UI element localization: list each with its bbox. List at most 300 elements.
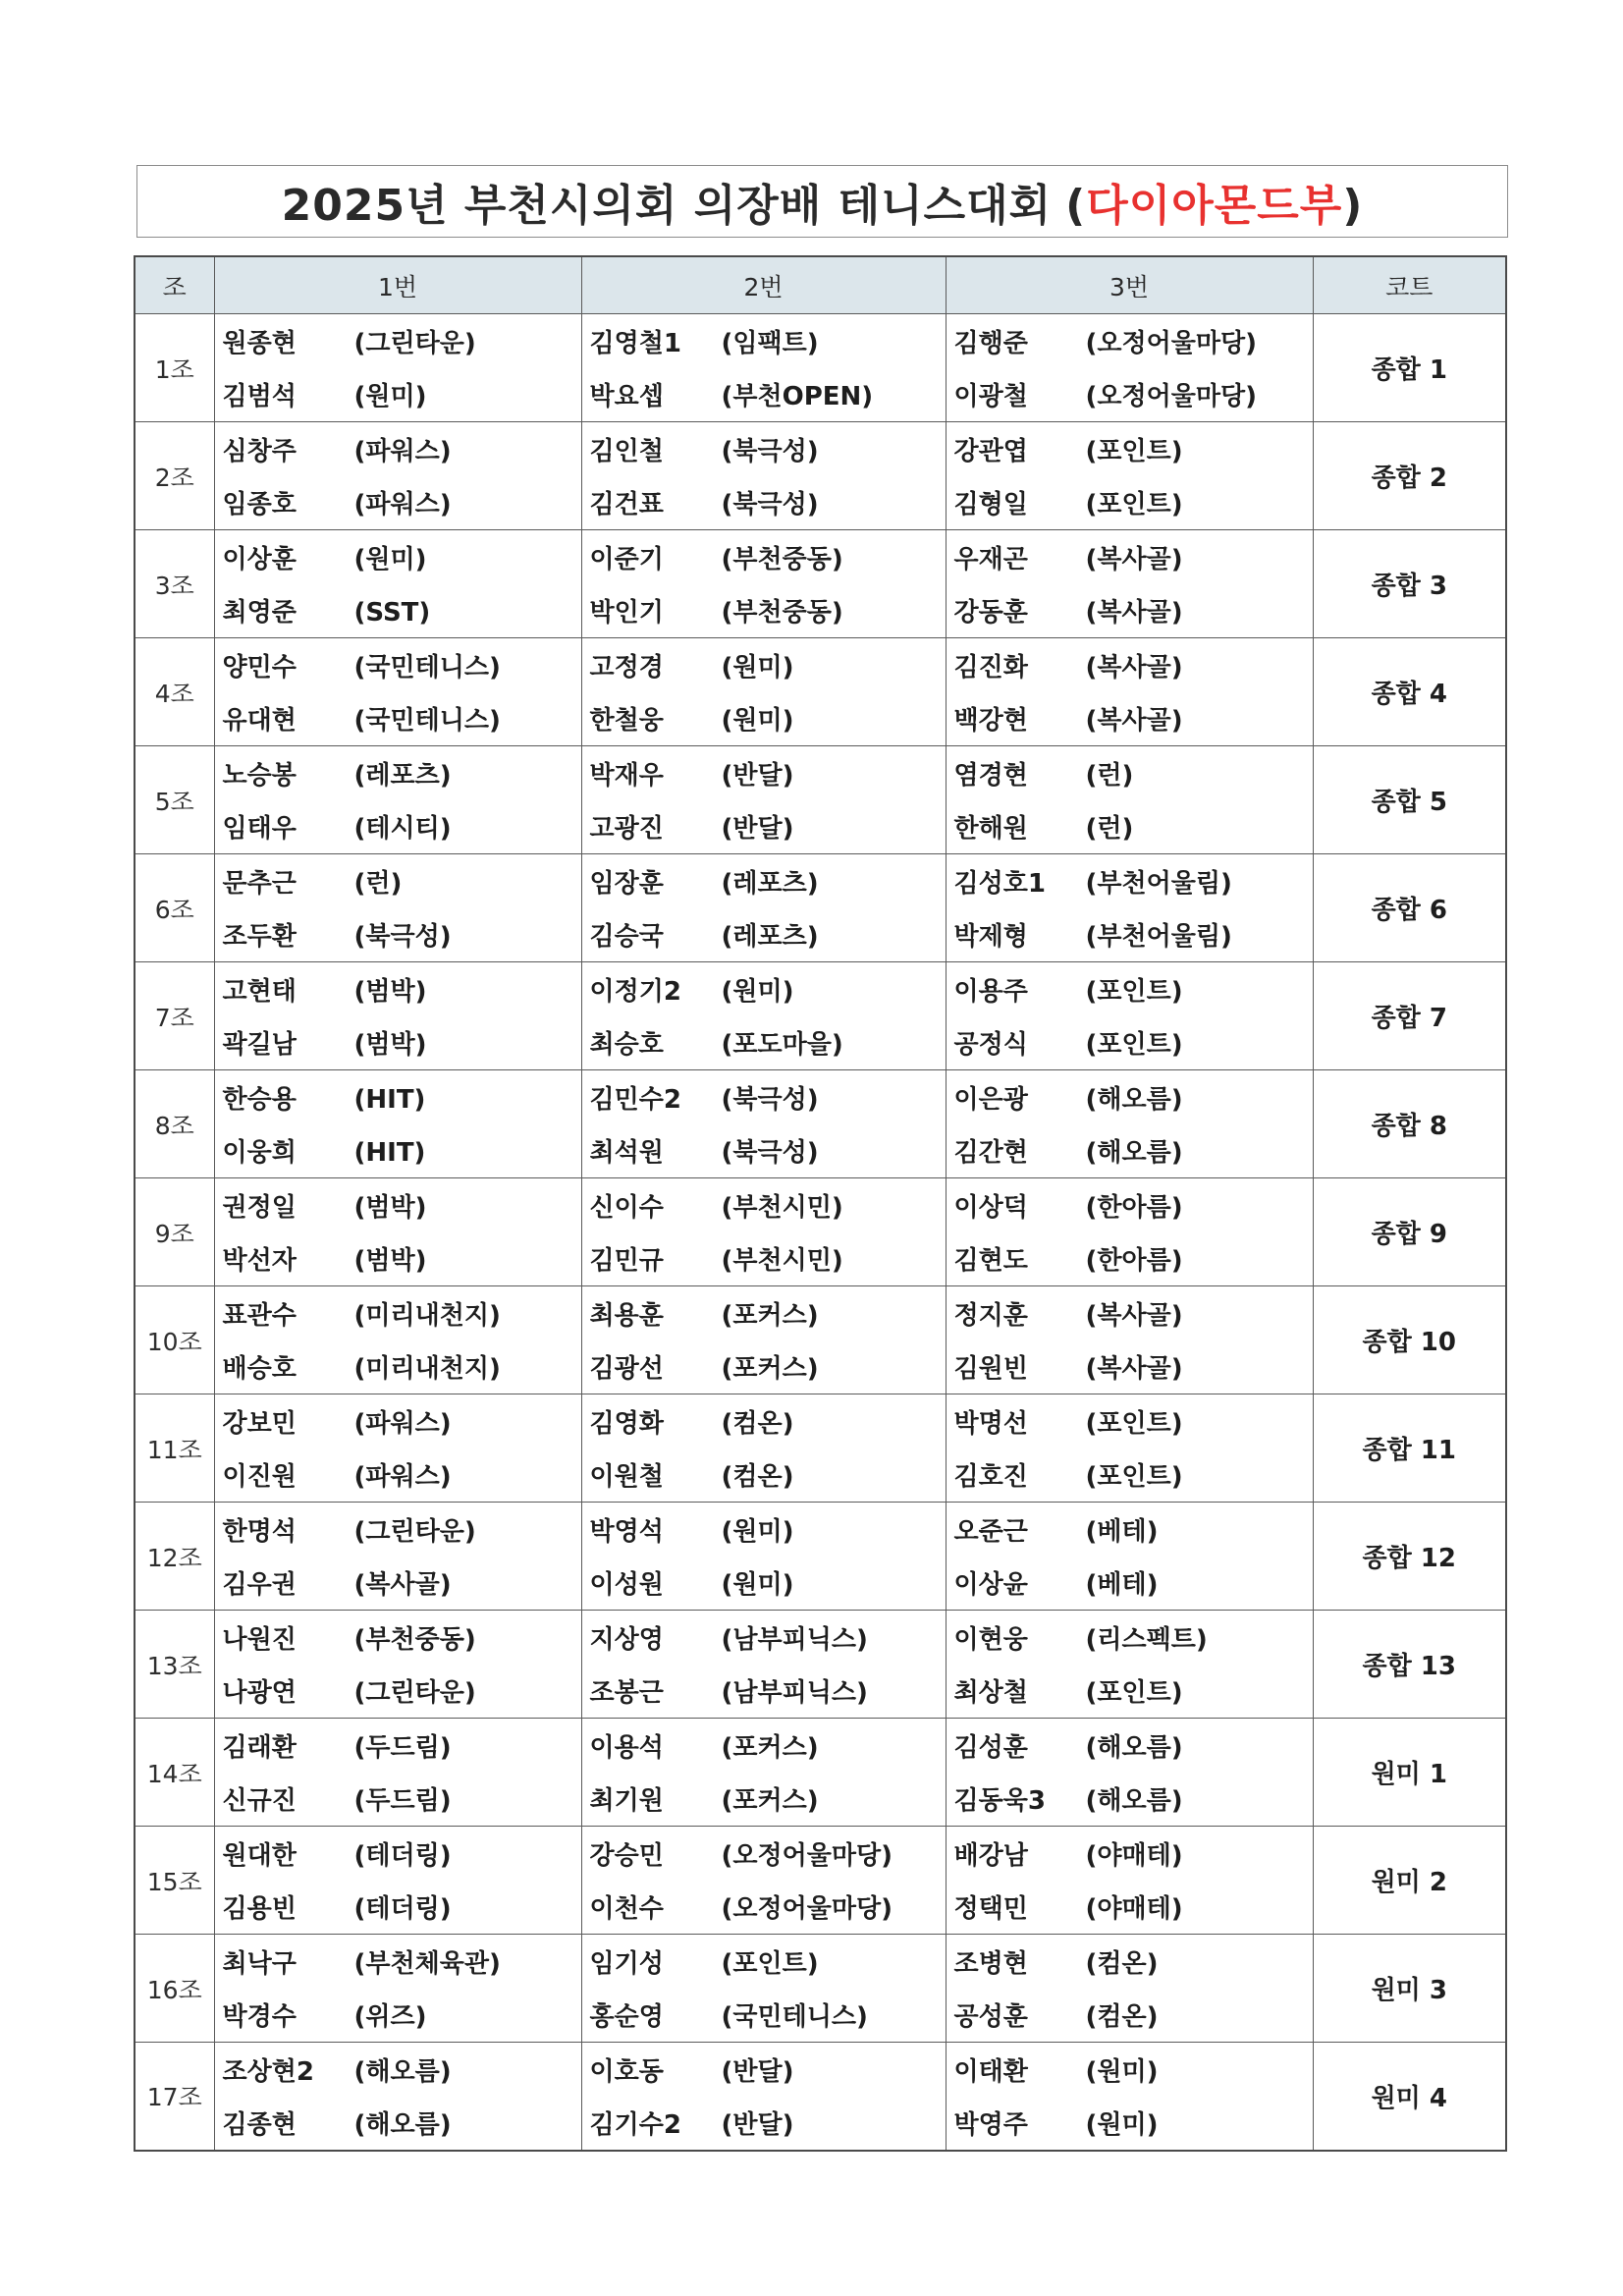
- player-club: (미리내천지): [353, 1354, 501, 1385]
- slot-3-player-cell: [946, 1989, 1313, 2043]
- group-row: [135, 746, 1506, 800]
- slot-3-player-cell: [946, 1827, 1313, 1881]
- court-label: 종합 6: [1313, 854, 1506, 962]
- player-club: (원미): [1085, 2110, 1159, 2140]
- player-name: 최용훈: [589, 1300, 664, 1331]
- player-name: 노승봉: [222, 760, 297, 791]
- player-name: 박요셉: [589, 382, 664, 412]
- court-label: 종합 10: [1313, 1286, 1506, 1394]
- player-name: 이용주: [953, 976, 1028, 1007]
- player-club: (원미): [353, 544, 427, 574]
- player-name: 박선자: [222, 1246, 297, 1277]
- slot-3-player-cell: [946, 476, 1313, 530]
- player-club: (북극성): [721, 1138, 819, 1169]
- slot-2-player-cell: [581, 962, 946, 1016]
- player-club: (포인트): [1085, 1462, 1183, 1493]
- group-label: 2조: [135, 422, 214, 530]
- court-label: 종합 7: [1313, 962, 1506, 1070]
- slot-3-player-cell: [946, 854, 1313, 908]
- player-club: (해오름): [1085, 1786, 1183, 1817]
- group-row: [135, 530, 1506, 584]
- player-club: (베테): [1085, 1516, 1159, 1547]
- player-name: 나광연: [222, 1678, 297, 1709]
- group-row: [135, 584, 1506, 638]
- player-name: 최낙구: [222, 1948, 297, 1979]
- player-name: 김인철: [589, 436, 664, 466]
- slot-1-player-cell: [214, 1340, 581, 1394]
- player-name: 곽길남: [222, 1030, 297, 1061]
- player-name: 이태환: [953, 2056, 1028, 2087]
- group-row: [135, 1503, 1506, 1557]
- player-name: 김형일: [953, 490, 1028, 520]
- slot-2-player-cell: [581, 746, 946, 800]
- group-row: [135, 692, 1506, 746]
- court-label: 원미 4: [1313, 2043, 1506, 2151]
- player-name: 강보민: [222, 1408, 297, 1439]
- player-name: 공정식: [953, 1030, 1028, 1061]
- slot-3-player-cell: [946, 800, 1313, 854]
- group-row: [135, 1935, 1506, 1989]
- player-name: 한해원: [953, 814, 1028, 845]
- player-club: (해오름): [353, 2110, 452, 2140]
- player-name: 최승호: [589, 1030, 664, 1061]
- player-name: 오준근: [953, 1516, 1028, 1547]
- slot-1-player-cell: [214, 1232, 581, 1286]
- player-name: 이광철: [953, 382, 1028, 412]
- player-club: (포인트): [1085, 1030, 1183, 1061]
- player-name: 이상훈: [222, 544, 297, 574]
- slot-3-player-cell: [946, 908, 1313, 962]
- group-row: [135, 422, 1506, 476]
- player-club: (범박): [353, 976, 427, 1007]
- player-name: 박영석: [589, 1516, 664, 1547]
- group-row: [135, 1773, 1506, 1827]
- slot-2-player-cell: [581, 1557, 946, 1611]
- slot-2-player-cell: [581, 1827, 946, 1881]
- player-club: (원미): [721, 706, 794, 737]
- player-club: (부천시민): [721, 1192, 843, 1223]
- group-label: 6조: [135, 854, 214, 962]
- player-club: (포커스): [721, 1300, 819, 1331]
- slot-3-player-cell: [946, 1557, 1313, 1611]
- player-name: 우재곤: [953, 544, 1028, 574]
- group-row: [135, 1232, 1506, 1286]
- slot-3-player-cell: [946, 692, 1313, 746]
- player-club: (부천중동): [721, 544, 843, 574]
- player-name: 박인기: [589, 598, 664, 629]
- slot-2-player-cell: [581, 800, 946, 854]
- slot-2-player-cell: [581, 422, 946, 476]
- player-club: (해오름): [1085, 1084, 1183, 1115]
- player-club: (그린타운): [353, 1516, 476, 1547]
- player-club: (두드림): [353, 1786, 452, 1817]
- player-club: (원미): [721, 1570, 794, 1601]
- slot-2-player-cell: [581, 1449, 946, 1503]
- group-label: 16조: [135, 1935, 214, 2043]
- group-row: [135, 2097, 1506, 2151]
- slot-1-player-cell: [214, 1827, 581, 1881]
- slot-2-player-cell: [581, 1773, 946, 1827]
- slot-1-player-cell: [214, 1557, 581, 1611]
- slot-2-player-cell: [581, 1070, 946, 1124]
- slot-2-player-cell: [581, 1989, 946, 2043]
- slot-2-player-cell: [581, 584, 946, 638]
- player-name: 고광진: [589, 814, 664, 845]
- slot-3-player-cell: [946, 1665, 1313, 1719]
- player-club: (포인트): [1085, 1678, 1183, 1709]
- group-label: 8조: [135, 1070, 214, 1178]
- player-name: 김호진: [953, 1462, 1028, 1493]
- player-name: 박제형: [953, 922, 1028, 953]
- player-club: (미리내천지): [353, 1300, 501, 1331]
- player-club: (북극성): [353, 922, 452, 953]
- player-club: (국민테니스): [721, 2002, 868, 2033]
- player-name: 조두환: [222, 922, 297, 953]
- player-club: (리스펙트): [1085, 1624, 1208, 1655]
- player-name: 강승민: [589, 1840, 664, 1871]
- slot-3-player-cell: [946, 1503, 1313, 1557]
- player-name: 고정경: [589, 652, 664, 683]
- group-label: 13조: [135, 1611, 214, 1719]
- court-label: 종합 11: [1313, 1394, 1506, 1503]
- player-name: 김원빈: [953, 1354, 1028, 1385]
- player-name: 김동욱3: [953, 1786, 1046, 1817]
- player-club: (부천어울림): [1085, 922, 1232, 953]
- player-name: 이준기: [589, 544, 664, 574]
- player-club: (북극성): [721, 490, 819, 520]
- slot-3-player-cell: [946, 1286, 1313, 1340]
- player-club: (복사골): [1085, 1354, 1183, 1385]
- slot-3-player-cell: [946, 1773, 1313, 1827]
- slot-1-player-cell: [214, 1016, 581, 1070]
- player-name: 이호동: [589, 2056, 664, 2087]
- group-label: 17조: [135, 2043, 214, 2151]
- player-name: 이상윤: [953, 1570, 1028, 1601]
- slot-1-player-cell: [214, 1394, 581, 1449]
- slot-3-player-cell: [946, 746, 1313, 800]
- group-label: 15조: [135, 1827, 214, 1935]
- player-name: 조상현2: [222, 2056, 314, 2087]
- group-row: [135, 854, 1506, 908]
- title-paren-close: ): [1342, 181, 1364, 231]
- court-label: 원미 2: [1313, 1827, 1506, 1935]
- slot-1-player-cell: [214, 314, 581, 368]
- court-label: 원미 3: [1313, 1935, 1506, 2043]
- player-club: (오정어울마당): [721, 1840, 893, 1871]
- group-label: 3조: [135, 530, 214, 638]
- court-label: 종합 1: [1313, 314, 1506, 422]
- slot-3-player-cell: [946, 368, 1313, 422]
- player-club: (HIT): [353, 1084, 426, 1115]
- player-club: (포커스): [721, 1786, 819, 1817]
- player-name: 고현태: [222, 976, 297, 1007]
- player-name: 신규진: [222, 1786, 297, 1817]
- player-name: 조병현: [953, 1948, 1028, 1979]
- player-name: 김종현: [222, 2110, 297, 2140]
- header-slot-1: 1번: [214, 256, 581, 314]
- player-name: 심창주: [222, 436, 297, 466]
- court-label: 종합 4: [1313, 638, 1506, 746]
- player-club: (한아름): [1085, 1192, 1183, 1223]
- player-name: 원대한: [222, 1840, 297, 1871]
- header-slot-2: 2번: [581, 256, 946, 314]
- player-club: (테더링): [353, 1840, 452, 1871]
- player-name: 임장훈: [589, 868, 664, 899]
- title-box: [136, 165, 1508, 238]
- court-label: 종합 2: [1313, 422, 1506, 530]
- slot-1-player-cell: [214, 800, 581, 854]
- slot-1-player-cell: [214, 746, 581, 800]
- player-club: (오정어울마당): [721, 1894, 893, 1925]
- court-label: 종합 12: [1313, 1503, 1506, 1611]
- slot-1-player-cell: [214, 476, 581, 530]
- group-label: 9조: [135, 1178, 214, 1286]
- slot-1-player-cell: [214, 1070, 581, 1124]
- player-club: (위즈): [353, 2002, 427, 2033]
- player-club: (포도마을): [721, 1030, 843, 1061]
- slot-3-player-cell: [946, 1935, 1313, 1989]
- player-name: 김민규: [589, 1246, 664, 1277]
- slot-1-player-cell: [214, 908, 581, 962]
- player-club: (그린타운): [353, 328, 476, 358]
- player-name: 강관엽: [953, 436, 1028, 466]
- slot-3-player-cell: [946, 1178, 1313, 1232]
- slot-3-player-cell: [946, 1881, 1313, 1935]
- player-name: 양민수: [222, 652, 297, 683]
- player-club: (복사골): [1085, 706, 1183, 737]
- player-club: (복사골): [353, 1570, 452, 1601]
- slot-3-player-cell: [946, 530, 1313, 584]
- slot-1-player-cell: [214, 2043, 581, 2097]
- player-name: 조봉근: [589, 1678, 664, 1709]
- player-name: 강동훈: [953, 598, 1028, 629]
- slot-3-player-cell: [946, 1232, 1313, 1286]
- player-club: (부천시민): [721, 1246, 843, 1277]
- header-court: 코트: [1313, 256, 1506, 314]
- slot-2-player-cell: [581, 692, 946, 746]
- document-title: [282, 170, 1364, 233]
- player-club: (복사골): [1085, 652, 1183, 683]
- slot-2-player-cell: [581, 1394, 946, 1449]
- slot-1-player-cell: [214, 1449, 581, 1503]
- player-name: 임기성: [589, 1948, 664, 1979]
- group-row: [135, 368, 1506, 422]
- group-label: 12조: [135, 1503, 214, 1611]
- player-club: (포커스): [721, 1354, 819, 1385]
- player-club: (야매테): [1085, 1840, 1183, 1871]
- slot-1-player-cell: [214, 1178, 581, 1232]
- slot-1-player-cell: [214, 1773, 581, 1827]
- group-label: 1조: [135, 314, 214, 422]
- slot-1-player-cell: [214, 1503, 581, 1557]
- player-name: 김영철1: [589, 328, 681, 358]
- slot-2-player-cell: [581, 1016, 946, 1070]
- group-row: [135, 1719, 1506, 1773]
- court-label: 원미 1: [1313, 1719, 1506, 1827]
- slot-1-player-cell: [214, 584, 581, 638]
- player-club: (레포츠): [721, 922, 819, 953]
- slot-3-player-cell: [946, 314, 1313, 368]
- slot-2-player-cell: [581, 1503, 946, 1557]
- player-name: 문추근: [222, 868, 297, 899]
- group-label: 11조: [135, 1394, 214, 1503]
- player-name: 이천수: [589, 1894, 664, 1925]
- court-label: 종합 9: [1313, 1178, 1506, 1286]
- player-name: 이웅희: [222, 1138, 297, 1169]
- slot-3-player-cell: [946, 584, 1313, 638]
- group-row: [135, 1178, 1506, 1232]
- division-name: 다이아몬드부: [1086, 181, 1343, 231]
- player-club: (해오름): [1085, 1732, 1183, 1763]
- group-row: [135, 1124, 1506, 1178]
- player-name: 지상영: [589, 1624, 664, 1655]
- player-club: (SST): [353, 598, 431, 629]
- player-club: (원미): [353, 382, 427, 412]
- player-club: (범박): [353, 1030, 427, 1061]
- player-club: (파워스): [353, 436, 452, 466]
- player-club: (원미): [1085, 2056, 1159, 2087]
- player-name: 이은광: [953, 1084, 1028, 1115]
- court-label: 종합 8: [1313, 1070, 1506, 1178]
- slot-2-player-cell: [581, 1340, 946, 1394]
- header-slot-3: 3번: [946, 256, 1313, 314]
- slot-3-player-cell: [946, 1449, 1313, 1503]
- player-name: 나원진: [222, 1624, 297, 1655]
- player-name: 임태우: [222, 814, 297, 845]
- group-label: 7조: [135, 962, 214, 1070]
- slot-3-player-cell: [946, 1016, 1313, 1070]
- group-row: [135, 476, 1506, 530]
- slot-1-player-cell: [214, 692, 581, 746]
- slot-2-player-cell: [581, 638, 946, 692]
- player-name: 김행준: [953, 328, 1028, 358]
- group-row: [135, 1016, 1506, 1070]
- slot-2-player-cell: [581, 908, 946, 962]
- slot-3-player-cell: [946, 1070, 1313, 1124]
- player-club: (런): [1085, 760, 1134, 791]
- slot-2-player-cell: [581, 1881, 946, 1935]
- slot-2-player-cell: [581, 476, 946, 530]
- player-club: (오정어울마당): [1085, 382, 1257, 412]
- player-club: (오정어울마당): [1085, 328, 1257, 358]
- player-club: (해오름): [1085, 1138, 1183, 1169]
- player-club: (베테): [1085, 1570, 1159, 1601]
- player-club: (포인트): [1085, 490, 1183, 520]
- player-club: (포인트): [721, 1948, 819, 1979]
- player-name: 김현도: [953, 1246, 1028, 1277]
- group-row: [135, 2043, 1506, 2097]
- header-row: [135, 256, 1506, 314]
- player-name: 원종현: [222, 328, 297, 358]
- player-club: (원미): [721, 652, 794, 683]
- slot-1-player-cell: [214, 1611, 581, 1665]
- player-club: (반달): [721, 814, 794, 845]
- player-name: 김영화: [589, 1408, 664, 1439]
- slot-2-player-cell: [581, 1286, 946, 1340]
- player-club: (범박): [353, 1246, 427, 1277]
- slot-2-player-cell: [581, 1935, 946, 1989]
- slot-3-player-cell: [946, 638, 1313, 692]
- player-club: (부천중동): [353, 1624, 476, 1655]
- player-club: (컴온): [1085, 1948, 1159, 1979]
- player-name: 공성훈: [953, 2002, 1028, 2033]
- slot-3-player-cell: [946, 1719, 1313, 1773]
- slot-2-player-cell: [581, 1178, 946, 1232]
- court-label: 종합 5: [1313, 746, 1506, 854]
- player-name: 김성호1: [953, 868, 1046, 899]
- player-name: 김승국: [589, 922, 664, 953]
- player-name: 유대현: [222, 706, 297, 737]
- player-club: (테더링): [353, 1894, 452, 1925]
- player-name: 정지훈: [953, 1300, 1028, 1331]
- slot-1-player-cell: [214, 1286, 581, 1340]
- player-name: 최기원: [589, 1786, 664, 1817]
- slot-3-player-cell: [946, 1394, 1313, 1449]
- player-club: (레포츠): [721, 868, 819, 899]
- player-name: 배강남: [953, 1840, 1028, 1871]
- slot-2-player-cell: [581, 2097, 946, 2151]
- player-club: (복사골): [1085, 544, 1183, 574]
- slot-3-player-cell: [946, 962, 1313, 1016]
- player-club: (원미): [721, 976, 794, 1007]
- slot-1-player-cell: [214, 1665, 581, 1719]
- player-name: 박명선: [953, 1408, 1028, 1439]
- player-name: 김민수2: [589, 1084, 681, 1115]
- title-text: 2025년 부천시의회 의장배 테니스대회: [281, 181, 1053, 231]
- player-club: (테시티): [353, 814, 452, 845]
- slot-3-player-cell: [946, 1611, 1313, 1665]
- group-roster-table: [134, 255, 1507, 2152]
- slot-1-player-cell: [214, 368, 581, 422]
- player-name: 배승호: [222, 1354, 297, 1385]
- player-name: 최영준: [222, 598, 297, 629]
- player-club: (반달): [721, 2056, 794, 2087]
- group-row: [135, 1611, 1506, 1665]
- slot-1-player-cell: [214, 638, 581, 692]
- group-row: [135, 1286, 1506, 1340]
- slot-3-player-cell: [946, 422, 1313, 476]
- player-club: (두드림): [353, 1732, 452, 1763]
- player-club: (복사골): [1085, 598, 1183, 629]
- player-name: 최상철: [953, 1678, 1028, 1709]
- slot-1-player-cell: [214, 422, 581, 476]
- group-row: [135, 638, 1506, 692]
- player-club: (북극성): [721, 436, 819, 466]
- player-name: 김기수2: [589, 2110, 681, 2140]
- player-club: (반달): [721, 2110, 794, 2140]
- slot-2-player-cell: [581, 2043, 946, 2097]
- player-name: 이상덕: [953, 1192, 1028, 1223]
- player-name: 박영주: [953, 2110, 1028, 2140]
- slot-3-player-cell: [946, 2043, 1313, 2097]
- player-club: (포커스): [721, 1732, 819, 1763]
- player-name: 이용석: [589, 1732, 664, 1763]
- player-name: 권정일: [222, 1192, 297, 1223]
- player-club: (포인트): [1085, 436, 1183, 466]
- player-club: (북극성): [721, 1084, 819, 1115]
- group-row: [135, 962, 1506, 1016]
- player-club: (컴온): [721, 1462, 794, 1493]
- player-name: 김우권: [222, 1570, 297, 1601]
- player-name: 김범석: [222, 382, 297, 412]
- slot-2-player-cell: [581, 1719, 946, 1773]
- slot-1-player-cell: [214, 962, 581, 1016]
- player-club: (런): [353, 868, 403, 899]
- slot-2-player-cell: [581, 854, 946, 908]
- player-name: 한승용: [222, 1084, 297, 1115]
- player-name: 한철웅: [589, 706, 664, 737]
- player-club: (부천어울림): [1085, 868, 1232, 899]
